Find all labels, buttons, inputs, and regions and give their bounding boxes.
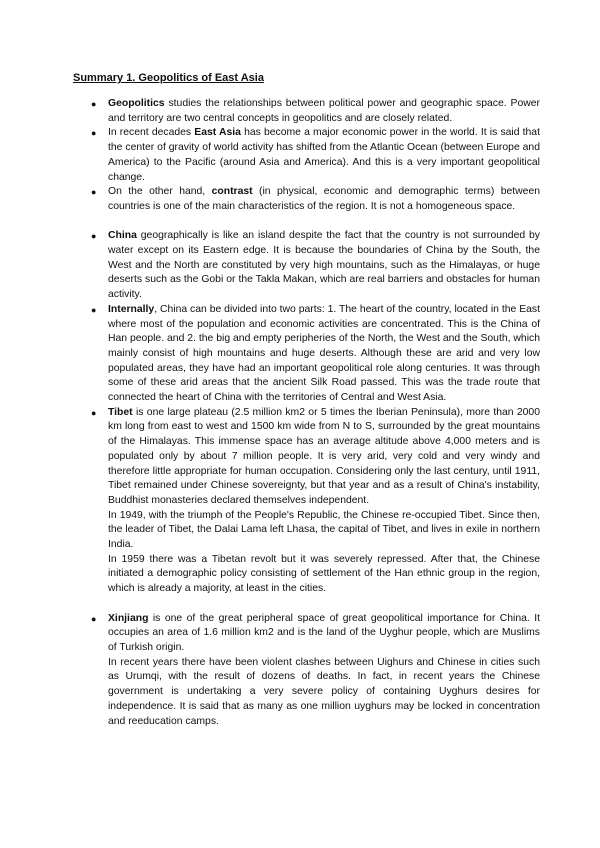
bullet-icon: ● bbox=[91, 99, 97, 109]
text: In 1959 there was a Tibetan revolt but it was severely repressed. After that, the Chinese initiated a demographic policy consisting of settlement of the Han ethnic group in the region, which is already a majority, at least in the cities. bbox=[108, 553, 540, 595]
paragraph bbox=[108, 406, 540, 509]
bullet-item bbox=[91, 126, 540, 185]
text: In recent decades bbox=[108, 127, 195, 139]
blank-line bbox=[108, 597, 540, 612]
bullet-item bbox=[91, 185, 540, 214]
bold-term: East Asia bbox=[194, 127, 241, 139]
document-body bbox=[91, 97, 540, 729]
paragraph bbox=[108, 553, 540, 597]
text: On the other hand, bbox=[108, 186, 212, 198]
text: (in physical, economic and demographic terms) between countries is one of the main characteristics of the region. It is not a homogeneous space. bbox=[108, 186, 540, 212]
paragraph bbox=[108, 509, 540, 553]
bold-term: China bbox=[108, 230, 137, 242]
text: In recent years there have been violent clashes between Uighurs and Chinese in cities such as Urumqi, with the result of dozens of deaths. In fact, in recent years the Chinese government is undertaking a very severe policy of containing Uyghurs desires for independence. It is said that as many as one million uyghurs may be locked in concentration and reeducation camps. bbox=[108, 656, 540, 727]
bullet-icon: ● bbox=[91, 613, 97, 624]
text: is one large plateau (2.5 million km2 or 5 times the Iberian Peninsula), more than 2000 km long from east to west and 1500 km wide from N to S, surrounded by the great mountains of the Himalayas. This immense space has an average altitude above 4,000 meters and is populated only by about 7 million people. It is very arid, very cold and very windy and therefore little appropriate for human occupation. Considering only the last century, until 1911, Tibet remained under Chinese sovereignty, but that year and as a result of China's instability, Buddhist monasteries declared themselves independent. bbox=[108, 406, 540, 506]
bullet-icon: ● bbox=[91, 407, 97, 418]
document-title: Summary 1. Geopolitics of East Asia bbox=[73, 72, 264, 84]
bullet-icon: ● bbox=[91, 231, 97, 242]
paragraph bbox=[108, 303, 540, 406]
text: geographically is like an island despite the fact that the country is not surrounded by water except on its Eastern edge. It is because the boundaries of China by the South, the West and the North are constituted by very high mountains, such as the Himalayas, or huge deserts such as the Gobi or the Takla Makan, which are real barriers and obstacles for human activity. bbox=[108, 230, 540, 301]
paragraph bbox=[108, 185, 540, 214]
paragraph bbox=[108, 612, 540, 656]
bullet-item bbox=[91, 229, 540, 303]
paragraph bbox=[108, 229, 540, 303]
bullet-icon: ● bbox=[91, 128, 97, 139]
bullet-item bbox=[91, 612, 540, 730]
text: , China can be divided into two parts: 1. The heart of the country, located in the East where most of the population and economic activities are concentrated. This is the China of Han people. and 2. the big and empty peripheries of the North, the West and the South, which mainly consist of high mountains and huge deserts. Although these are arid and very low populated areas, they have had an important geopolitical role along centuries. It was through some of these arid areas that the ancient Silk Road passed. This was the trade route that connected the heart of China with the territories of Central and West Asia. bbox=[108, 303, 540, 404]
text: In 1949, with the triumph of the People's Republic, the Chinese re-occupied Tibet. Since then, the leader of Tibet, the Dalai Lama left Lhasa, the capital of Tibet, and lives in exile in northern India. bbox=[108, 509, 540, 551]
bold-term: Geopolitics bbox=[108, 98, 165, 109]
paragraph bbox=[108, 126, 540, 185]
paragraph bbox=[108, 97, 540, 126]
bold-term: Xinjiang bbox=[108, 612, 149, 624]
bullet-icon: ● bbox=[91, 187, 97, 198]
paragraph bbox=[108, 656, 540, 730]
bold-term: Tibet bbox=[108, 406, 133, 418]
blank-line bbox=[108, 215, 540, 230]
bullet-item bbox=[91, 406, 540, 597]
text: is one of the great peripheral space of great geopolitical importance for China. It occupies an area of 1.6 million km2 and is the land of the Uyghur people, which are Muslims of Turkish origin. bbox=[108, 612, 540, 653]
bullet-icon: ● bbox=[91, 304, 97, 315]
text: has become a major economic power in the world. It is said that the center of gravity of world activity has shifted from the Atlantic Ocean (between Europe and America) to the Pacific (around Asia and America). And this is a very important geopolitical change. bbox=[108, 127, 540, 183]
bold-term: Internally bbox=[108, 303, 155, 315]
bullet-item bbox=[91, 97, 540, 126]
bullet-item bbox=[91, 303, 540, 406]
text: studies the relationships between political power and geographic space. Power and territory are two central concepts in geopolitics and are closely related. bbox=[108, 98, 540, 124]
bold-term: contrast bbox=[211, 186, 253, 198]
